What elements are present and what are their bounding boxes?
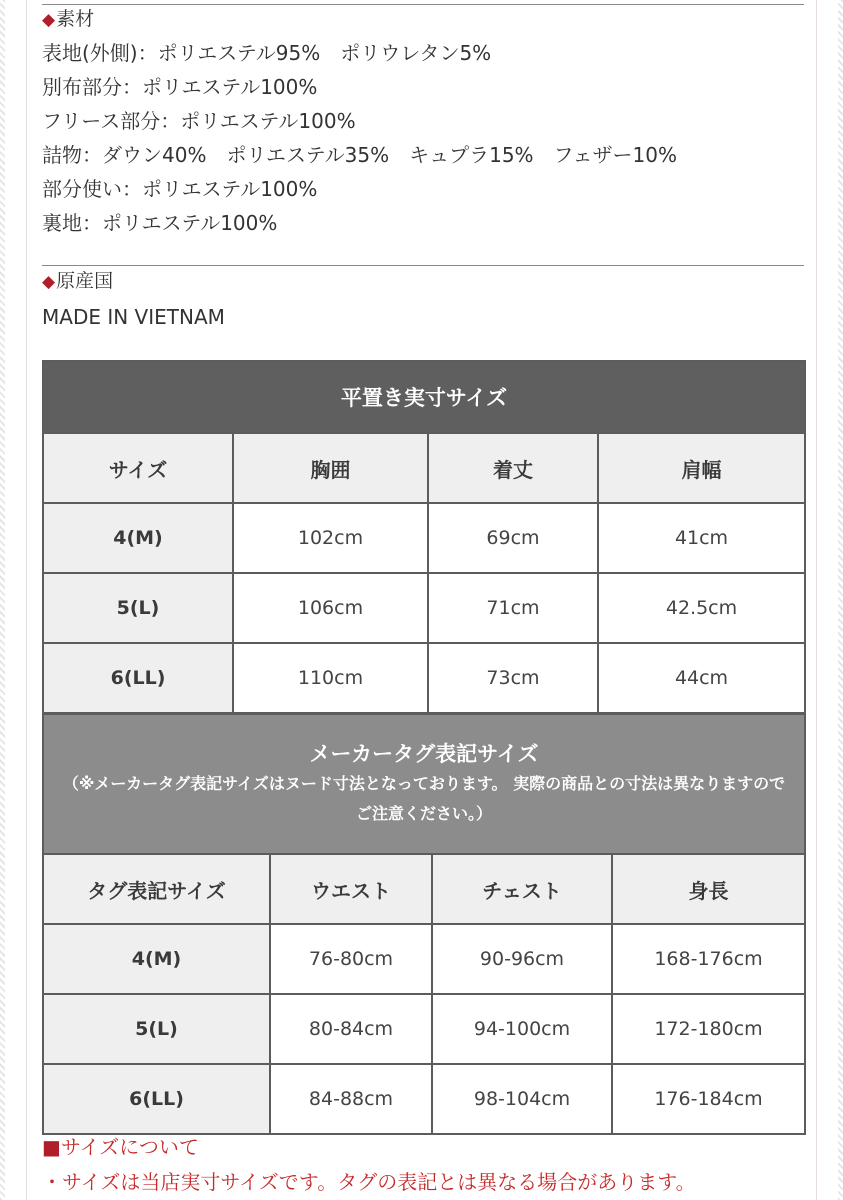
table-cell: 76-80cm [270, 924, 432, 994]
diamond-bullet-icon: ◆ [42, 10, 56, 30]
material-line: 詰物：ダウン40% ポリエステル35% キュプラ15% フェザー10% [42, 143, 678, 167]
size-label: 5(L) [43, 994, 270, 1064]
tag-table-note: （※メーカータグ表記サイズはヌード寸法となっております。 実際の商品との寸法は異なりますのでご注意ください。） [62, 774, 786, 823]
table-row [43, 643, 805, 713]
material-line: フリース部分：ポリエステル100% [42, 109, 356, 133]
square-bullet-icon: ■ [42, 1135, 61, 1159]
column-header: タグ表記サイズ [43, 854, 270, 924]
divider [42, 4, 804, 5]
table-cell: 80-84cm [270, 994, 432, 1064]
column-header: サイズ [43, 433, 233, 503]
size-label: 6(LL) [43, 643, 233, 713]
material-line: 表地(外側)：ポリエステル95% ポリウレタン5% [42, 41, 492, 65]
decorative-frame-right [838, 0, 843, 1200]
column-header: 肩幅 [598, 433, 805, 503]
flat-size-table [42, 360, 806, 714]
origin-value: MADE IN VIETNAM [42, 305, 225, 329]
divider [42, 265, 804, 266]
diamond-bullet-icon: ◆ [42, 272, 56, 292]
flat-table-caption: 平置き実寸サイズ [43, 361, 805, 433]
table-row [43, 1064, 805, 1134]
column-header: 胸囲 [233, 433, 428, 503]
table-header-row [43, 433, 805, 503]
column-header: ウエスト [270, 854, 432, 924]
material-line: 部分使い：ポリエステル100% [42, 177, 318, 201]
table-cell: 172-180cm [612, 994, 805, 1064]
table-row [43, 924, 805, 994]
table-cell: 102cm [233, 503, 428, 573]
table-cell: 98-104cm [432, 1064, 612, 1134]
size-notice-text: ・サイズは当店実寸サイズです。タグの表記とは異なる場合があります。 [42, 1170, 696, 1194]
material-line: 裏地：ポリエステル100% [42, 211, 278, 235]
table-cell: 176-184cm [612, 1064, 805, 1134]
size-notice-heading: ■サイズについて [42, 1135, 199, 1159]
column-header: 身長 [612, 854, 805, 924]
size-label: 4(M) [43, 503, 233, 573]
table-cell: 90-96cm [432, 924, 612, 994]
tag-table-title: メーカータグ表記サイズ [309, 742, 539, 766]
table-row [43, 503, 805, 573]
table-cell: 44cm [598, 643, 805, 713]
table-cell: 106cm [233, 573, 428, 643]
table-cell: 73cm [428, 643, 598, 713]
frame-border-right [816, 0, 817, 1200]
origin-heading: ◆原産国 [42, 270, 114, 292]
table-cell: 41cm [598, 503, 805, 573]
table-cell: 110cm [233, 643, 428, 713]
table-row [43, 994, 805, 1064]
table-cell: 84-88cm [270, 1064, 432, 1134]
frame-border-left [26, 0, 27, 1200]
size-label: 6(LL) [43, 1064, 270, 1134]
table-cell: 71cm [428, 573, 598, 643]
size-label: 4(M) [43, 924, 270, 994]
table-cell: 94-100cm [432, 994, 612, 1064]
table-cell: 69cm [428, 503, 598, 573]
materials-heading: ◆素材 [42, 8, 95, 30]
column-header: チェスト [432, 854, 612, 924]
table-cell: 42.5cm [598, 573, 805, 643]
column-header: 着丈 [428, 433, 598, 503]
tag-table-caption [43, 714, 805, 854]
size-label: 5(L) [43, 573, 233, 643]
tag-size-table [42, 713, 806, 1135]
table-row [43, 573, 805, 643]
table-header-row [43, 854, 805, 924]
decorative-frame-left [0, 0, 5, 1200]
table-cell: 168-176cm [612, 924, 805, 994]
material-line: 別布部分：ポリエステル100% [42, 75, 318, 99]
